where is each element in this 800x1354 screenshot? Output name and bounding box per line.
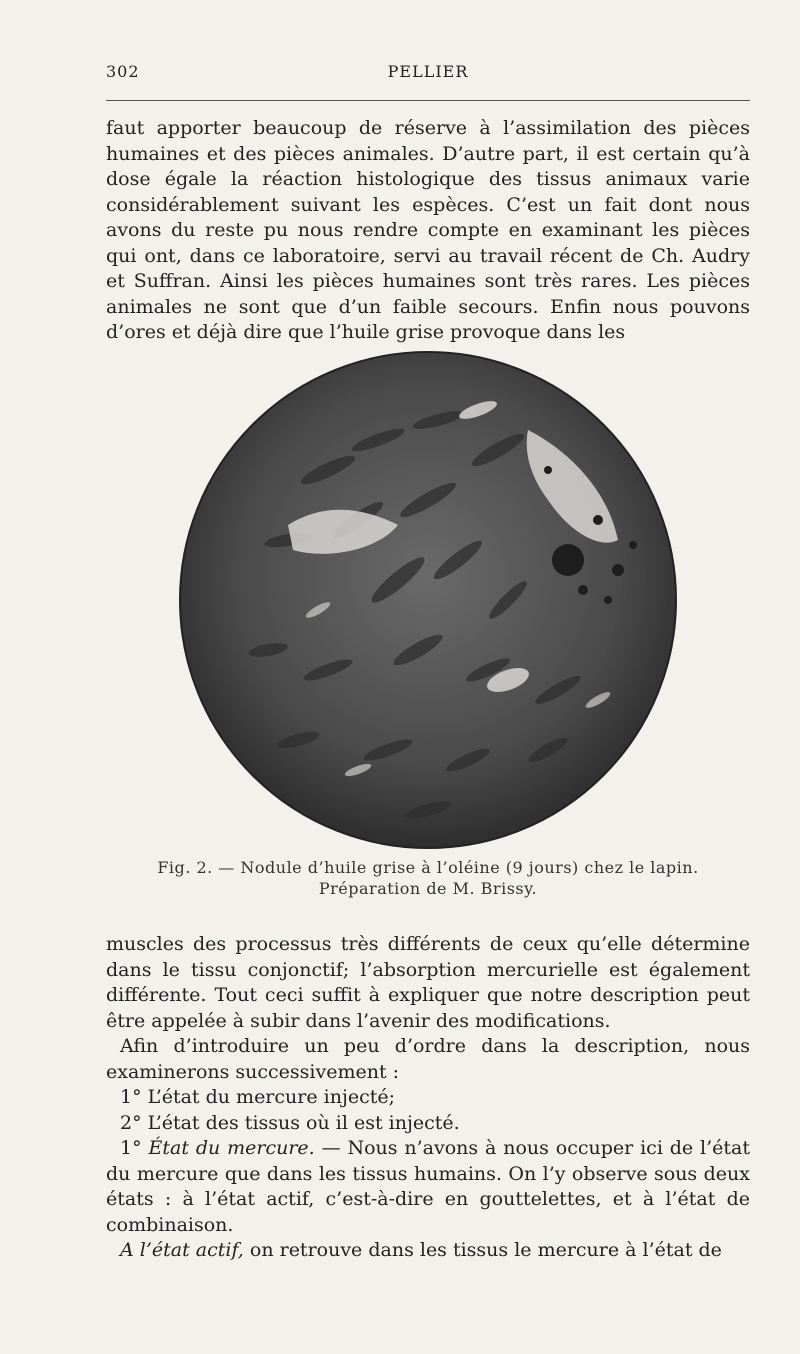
body-text-bottom — [106, 932, 750, 1264]
paragraph — [106, 1238, 750, 1264]
paragraph-text: on retrouve dans les tissus le mercure à l’état de — [249, 1239, 722, 1261]
page-number: 302 — [106, 62, 140, 81]
section-paragraph — [106, 1136, 750, 1238]
header-rule — [106, 100, 750, 101]
running-head: PELLIER — [387, 62, 469, 81]
body-text-top — [106, 116, 750, 346]
paragraph: muscles des processus très différents de ceux qu’elle détermine dans le tissu conjonctif; l’absorption mercurielle est également différente. Tout ceci suffit à expliquer que notre description peut être appelée à subir dans l’avenir des modifications. — [106, 933, 750, 1032]
section-text: — Nous n’avons à nous occuper ici de l’état du mercure que dans les tissus humains. On l’y observe sous deux états : à l’état actif, c’est-à-dire en gouttelettes, et à l’état de combinaison. — [106, 1137, 751, 1236]
section-title: État du mercure. — [148, 1137, 315, 1159]
figure-caption — [106, 857, 750, 899]
paragraph: Afin d’introduire un peu d’ordre dans la description, nous examinerons successivement : — [106, 1035, 750, 1083]
caption-line-1: Fig. 2. — Nodule d’huile grise à l’oléine (9 jours) chez le lapin. — [157, 858, 699, 877]
paragraph: faut apporter beaucoup de réserve à l’assimilation des pièces humaines et des pièces animales. D’autre part, il est certain qu’à dose égale la réaction histologique des tissus animaux varie considérablement suivant les espèces. C’est un fait dont nous avons du reste pu nous rendre compte en examinant les pièces qui ont, dans ce laboratoire, servi au travail récent de Ch. Audry et Suffran. Ainsi les pièces humaines sont très rares. Les pièces animales ne sont que d’un faible secours. Enfin nous pouvons d’ores et déjà dire que l’huile grise provoque dans les — [106, 117, 750, 343]
list-item: 1° L’état du mercure injecté; — [120, 1086, 396, 1108]
caption-line-2: Préparation de M. Brissy. — [318, 879, 538, 898]
section-number: 1° — [120, 1137, 142, 1159]
list-item: 2° L’état des tissus où il est injecté. — [120, 1111, 460, 1134]
micrograph-figure — [178, 350, 678, 850]
page-header — [106, 62, 750, 86]
italic-lead: A l’état actif, — [120, 1239, 244, 1261]
